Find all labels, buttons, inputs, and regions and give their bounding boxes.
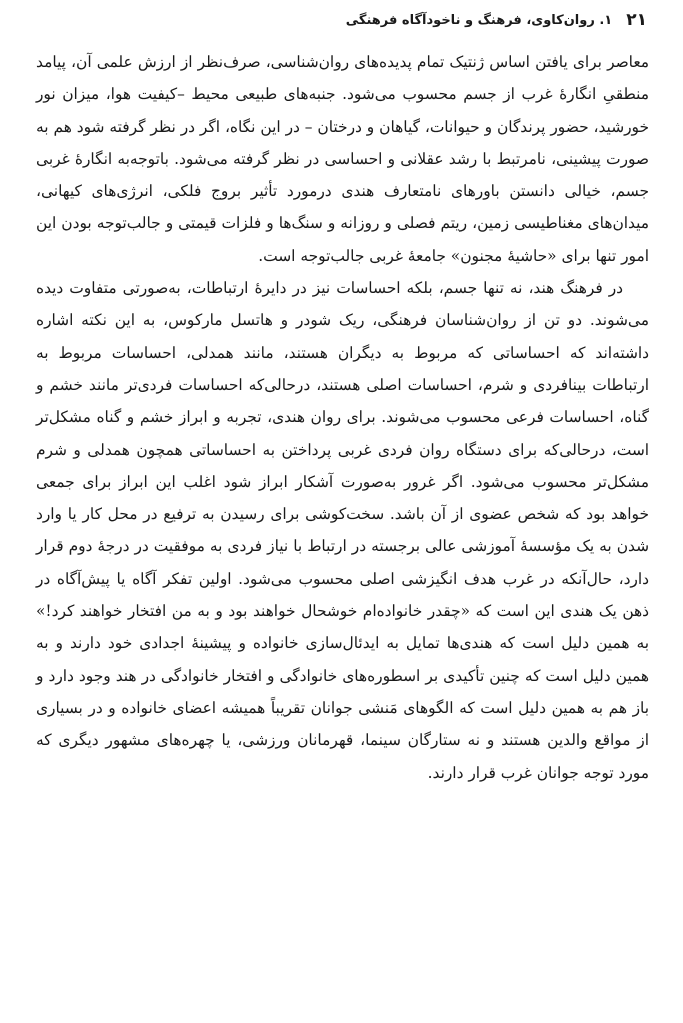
paragraph-2: در فرهنگ هند، نه تنها جسم، بلکه احساسات نیز در دایرهٔ ارتباطات، به‌صورتی متفاوت دیده می‌شوند. دو تن از روان‌شناسان فرهنگی، ریک شودر و هاتسل مارکوس، به این نکته اشاره داشته‌اند که احساساتی که مربوط به دیگران هستند، مانند همدلی، احساسات مربوط به ارتباطات بینافردی و شرم، احساسات اصلی هستند، درحالی‌که احساسات فردی‌تر مانند خشم و گناه، احساسات فرعی محسوب می‌شوند. برای روان هندی، تجربه و ابراز خشم و گناه مشکل‌تر است، درحالی‌که برای دستگاه روان فردی غربی پرداختن به احساساتی همچون همدلی و شرم مشکل‌تر محسوب می‌شود. اگر غرور به‌صورت آشکار ابراز شود اغلب این ابراز برای جمعی خواهد بود که شخص عضوی از آن باشد. سخت‌کوشی برای رسیدن به ترفیع در محل کار یا وارد شدن به یک مؤسسهٔ آموزشی عالی برجسته در ارتباط با نیاز فردی به موفقیت در درجهٔ دوم قرار دارد، حال‌آنکه در غرب هدف انگیزشی اصلی محسوب می‌شود. اولین تفکر آگاه یا پیش‌آگاه در ذهن یک هندی این است که «چقدر خانواده‌ام خوشحال خواهند بود و به من افتخار خواهند کرد!» به همین دلیل است که هندی‌ها تمایل به ایدئال‌سازی خانواده و پیشینهٔ اجدادی خود دارند و به همین دلیل است که چنین تأکیدی بر اسطوره‌های خانوادگی و افتخار خانوادگی در هند وجود دارد و باز هم به همین دلیل است که الگوهای مَنشی جوانان تقریباً همیشه اعضای خانواده و در بسیاری از مواقع والدین هستند و نه ستارگان سینما، قهرمانان ورزشی، یا چهره‌های مشهور دیگری که مورد توجه جوانان غرب قرار دارند.: [36, 279, 649, 782]
page-number: ۲۱: [626, 10, 647, 30]
body-text: [36, 46, 649, 789]
running-title: ۱. روان‌کاوی، فرهنگ و ناخودآگاه فرهنگی: [345, 12, 613, 28]
paragraph-1: معاصر برای یافتن اساس ژنتیک تمام پدیده‌های روان‌شناسی، صرف‌نظر از ارزش علمی آن، پیامد منطقیِ انگارهٔ غرب از جسم محسوب می‌شود. جنبه‌های طبیعی محیط –کیفیت هوا، میزان نور خورشید، حضور پرندگان و حیوانات، گیاهان و درختان – در این نگاه، اگر در نظر گرفته شود هم به صورت پیشینی، نامرتبط با رشد عقلانی و احساسی در نظر گرفته می‌شود. باتوجه‌به انگارهٔ غربی جسم، خیالی دانستن باورهای نامتعارف هندی درمورد تأثیر بروج فلکی، انرژی‌های کیهانی، میدان‌های مغناطیسی زمین، ریتم فصلی و روزانه و سنگ‌ها و فلزات قیمتی و جالب‌توجه بودن این امور تنها برای «حاشیهٔ مجنون» جامعهٔ غربی جالب‌توجه است.: [36, 53, 649, 265]
page-header: [36, 8, 647, 32]
